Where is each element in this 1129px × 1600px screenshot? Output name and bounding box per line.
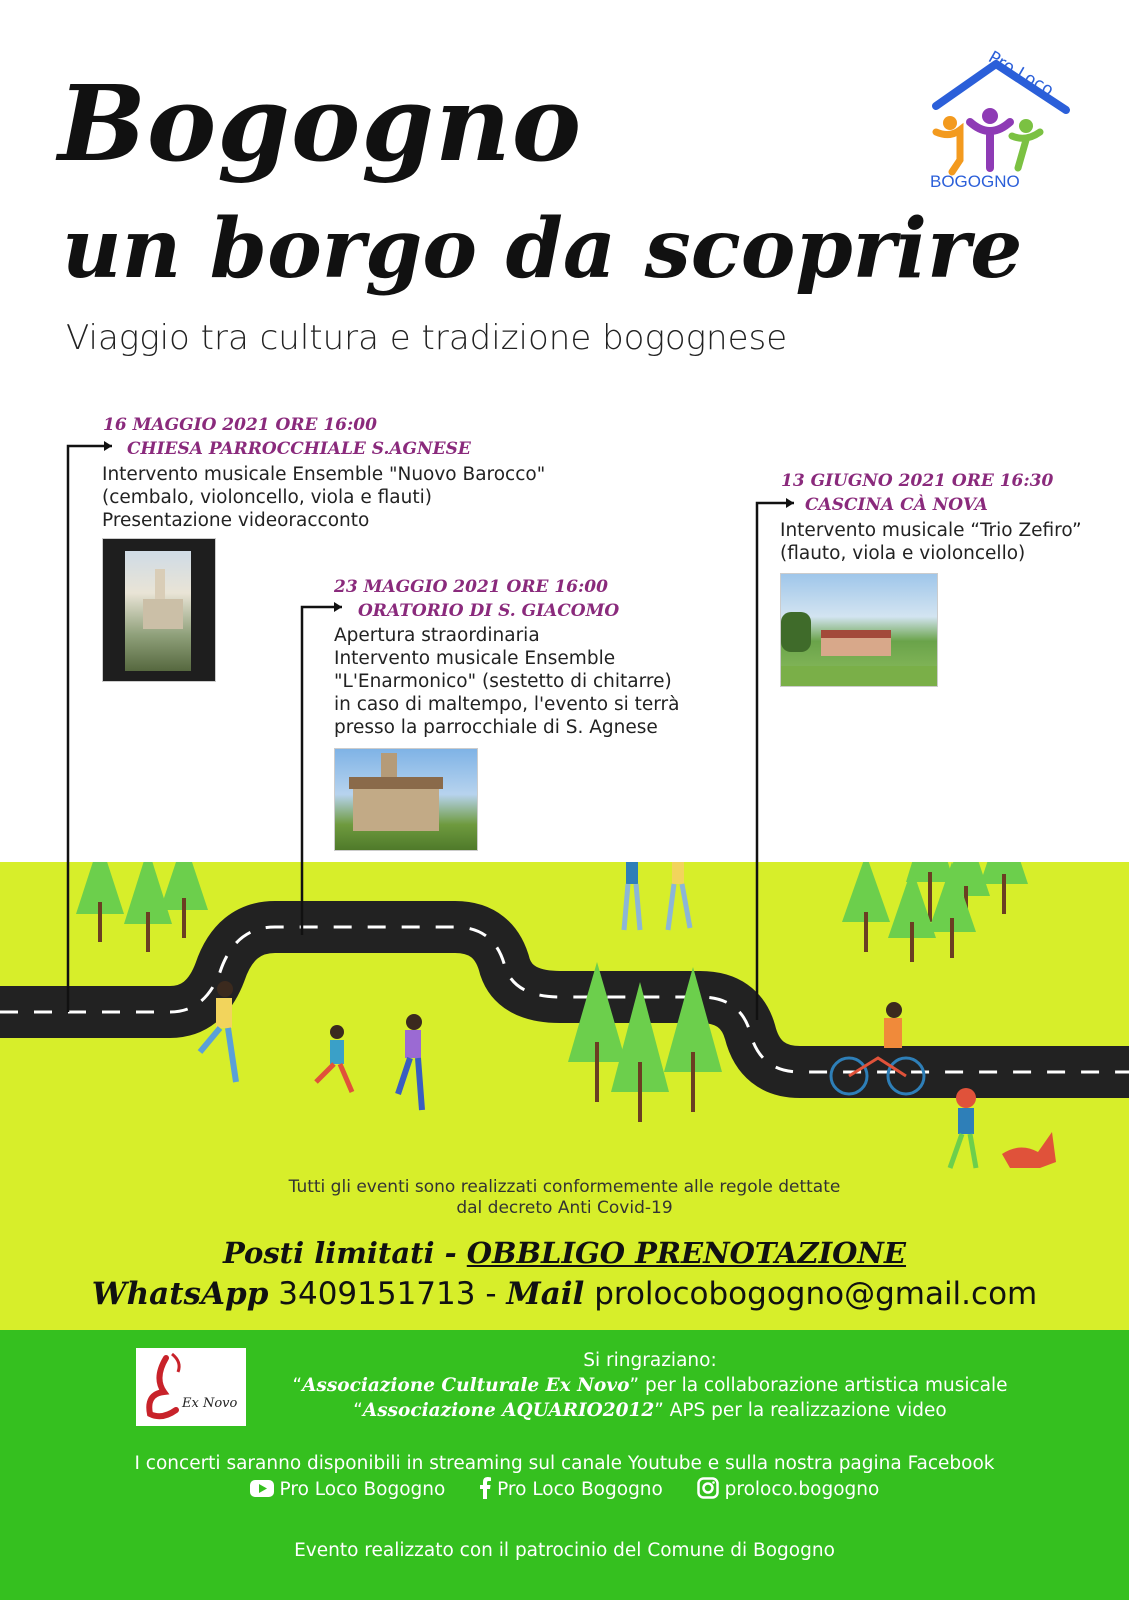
instagram-link[interactable] <box>697 1479 880 1500</box>
woman-walking-dog <box>950 1088 1056 1168</box>
youtube-link[interactable] <box>250 1479 452 1500</box>
mail-label: Mail <box>506 1276 585 1312</box>
event-2-date: 23 MAGGIO 2021 ORE 16:00 <box>334 577 608 597</box>
thanks-title: Si ringraziano: <box>583 1350 717 1371</box>
thanks-section <box>250 1348 1050 1423</box>
logo-name: BOGOGNO <box>930 172 1020 191</box>
thanks-1-name: Associazione Culturale Ex Novo <box>302 1375 630 1396</box>
event-1-place: CHIESA PARROCCHIALE S.AGNESE <box>127 439 471 459</box>
event-2-line: presso la parrocchiale di S. Agnese <box>334 717 658 738</box>
event-3-line: (flauto, viola e violoncello) <box>780 543 1026 564</box>
mail-address[interactable]: prolocobogogno@gmail.com <box>584 1276 1038 1312</box>
event-2-line: Intervento musicale Ensemble <box>334 648 616 669</box>
event-1-date: 16 MAGGIO 2021 ORE 16:00 <box>103 415 377 435</box>
event-3-place: CASCINA CÀ NOVA <box>805 495 988 515</box>
event-3-date: 13 GIUGNO 2021 ORE 16:30 <box>781 471 1054 491</box>
thanks-1-rest: per la collaborazione artistica musicale <box>639 1375 1008 1396</box>
event-1-line: Intervento musicale Ensemble "Nuovo Barocco" <box>102 464 546 485</box>
page-title: Bogogno <box>58 62 583 185</box>
event-2-photo <box>334 748 478 851</box>
covid-notice-line-2: dal decreto Anti Covid-19 <box>456 1198 673 1218</box>
event-2-description <box>334 624 679 739</box>
event-3-photo <box>780 573 938 687</box>
exnovo-logo-text: Ex Novo <box>182 1396 238 1411</box>
instagram-label: proloco.bogogno <box>724 1479 880 1500</box>
facebook-link[interactable] <box>479 1479 669 1500</box>
thanks-line-1: “Associazione Culturale Ex Novo” per la collaborazione artistica musicale <box>292 1375 1008 1396</box>
event-1-photo <box>102 538 216 682</box>
whatsapp-label: WhatsApp <box>91 1276 269 1312</box>
covid-notice <box>0 1177 1129 1219</box>
event-2-line: "L'Enarmonico" (sestetto di chitarre) <box>334 671 672 692</box>
exnovo-logo <box>136 1348 246 1426</box>
event-1-line: Presentazione videoracconto <box>102 510 370 531</box>
event-1-description <box>102 463 545 532</box>
patronage-notice: Evento realizzato con il patrocinio del Comune di Bogogno <box>294 1540 835 1561</box>
event-2-line: Apertura straordinaria <box>334 625 540 646</box>
youtube-icon <box>250 1480 274 1497</box>
event-3-description <box>780 519 1082 565</box>
streaming-notice: I concerti saranno disponibili in streaming sul canale Youtube e sulla nostra pagina Facebook <box>134 1453 995 1474</box>
thanks-2-name: Associazione AQUARIO2012 <box>362 1400 655 1421</box>
page-tagline: Viaggio tra cultura e tradizione bogognese <box>66 318 788 358</box>
event-3-line: Intervento musicale “Trio Zefiro” <box>780 520 1082 541</box>
covid-notice-line-1: Tutti gli eventi sono realizzati conformemente alle regole dettate <box>288 1177 841 1197</box>
logo-arc-text: Pro Loco <box>984 47 1057 101</box>
social-links <box>0 1477 1129 1500</box>
event-2-place: ORATORIO DI S. GIACOMO <box>358 601 620 621</box>
page-subtitle-main: un borgo da scoprire <box>62 201 1023 297</box>
instagram-icon <box>697 1477 719 1499</box>
booking-required-notice <box>0 1236 1129 1270</box>
facebook-icon <box>479 1477 491 1499</box>
contact-line <box>0 1276 1129 1312</box>
obbligo-prenotazione-text: OBBLIGO PRENOTAZIONE <box>466 1236 907 1270</box>
posti-limitati-text: Posti limitati - <box>222 1236 467 1270</box>
facebook-label: Pro Loco Bogogno <box>497 1479 663 1500</box>
thanks-2-rest: APS per la realizzazione video <box>663 1400 947 1421</box>
event-2-line: in caso di maltempo, l'evento si terrà <box>334 694 680 715</box>
event-1-line: (cembalo, violoncello, viola e flauti) <box>102 487 432 508</box>
youtube-label: Pro Loco Bogogno <box>279 1479 446 1500</box>
exnovo-logo-mark <box>136 1348 246 1426</box>
thanks-line-2: “Associazione AQUARIO2012” APS per la realizzazione video <box>353 1400 947 1421</box>
whatsapp-number[interactable]: 3409151713 - <box>268 1276 507 1312</box>
